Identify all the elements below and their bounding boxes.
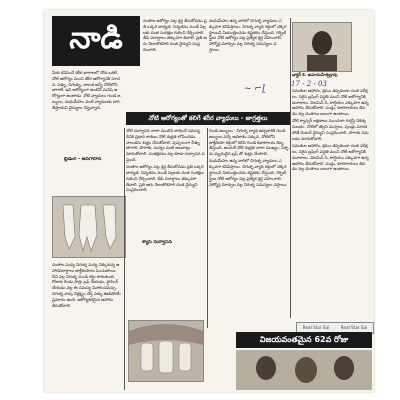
gum-teeth-icon bbox=[129, 321, 203, 381]
paragraph: సమతుల ఆహారం, క్రమం తప్పకుండా దంత పరీక్షలు, సరైన బ్రషింగ్ పద్ధతి మంచి నోటి ఆరోగ్యానికి మూలాలు. విటమిన్ సి, కాల్షియం ఎక్కువగా ఉన్న ఆహారం తీసుకోవాలి. పండ్లు, కూరగాయలు తినడం వల్ల దంతాలు బలంగా ఉంటాయి. bbox=[292, 88, 369, 117]
column-divider bbox=[124, 128, 125, 390]
subheading-left: బ్లీడింగ్ - అవగాహన bbox=[64, 157, 102, 162]
article-headline: నోటి ఆరోగ్యంతో కలిగే శరీర వ్యాధులు - జాగ్రత్తలు bbox=[126, 112, 290, 125]
text-column-left-lower bbox=[52, 262, 122, 390]
text-column-top-mid bbox=[143, 18, 207, 110]
text-column-mid-2 bbox=[209, 128, 289, 324]
ad-strip-label: Real Star Sai bbox=[302, 325, 330, 330]
paragraph: నోటి దుర్వాసన చాలా మందిని బాధించే సమస్య. దీనికి ప్రధాన కారణం నోటి శుభ్రత లోపించడం. నాలుకను శుభ్రం చేసుకోవాలి. పుష్కలంగా నీళ్ళు తాగాలి. పొగాకు, మద్యం వంటి అలవాట్లు మానుకోవాలి. దంతక్షయం వల్ల కూడా దుర్వాసన వస్తుంది. bbox=[126, 128, 205, 162]
text-column-right bbox=[292, 88, 370, 320]
handwritten-date: 17 - 2 - 03 bbox=[291, 80, 327, 88]
paragraph: మధుమేహం ఉన్న వారిలో చిగుళ్ళ వ్యాధులు ఎక్కువగా కనిపిస్తాయి. చిగుళ్ళ వ్యాధి రక్తంలో చక్కెర స్థాయిని నియంత్రించడం కష్టతరం చేస్తుంది. గర్భిణీ స్త్రీలు నోటి ఆరోగ్యం పట్ల ప్రత్యేక శ్రద్ధ వహించాలి. హార్మోన్ల మార్పుల వల్ల చిగుళ్ళ సమస్యలు వస్తాయి. bbox=[209, 18, 287, 52]
paragraph: మధుమేహం ఉన్న వారిలో చిగుళ్ళ వ్యాధులు ఎక్కువగా కనిపిస్తాయి. చిగుళ్ళ వ్యాధి రక్తంలో చక్కెర స్థాయిని నియంత్రించడం కష్టతరం చేస్తుంది. గర్భిణీ స్త్రీలు నోటి ఆరోగ్యం పట్ల ప్రత్యేక శ్రద్ధ వహించాలి. హార్మోన్ల మార్పుల వల్ల చిగుళ్ళ సమస్యలు వస్తాయి. bbox=[209, 158, 288, 187]
ad-image-icon bbox=[236, 350, 372, 390]
portrait-icon bbox=[293, 23, 351, 71]
ad-banner: విజయవంతమైన 62వ రోజు bbox=[236, 332, 372, 348]
text-column-top-right bbox=[209, 18, 287, 110]
paragraph: నోటి క్యాన్సర్ లక్షణాలు ముందుగా గుర్తిస్తే చికిత్స సులభం. నోటిలో తెల్లని మచ్చలు, పుండ్లు మానకపోతే వెంటనే వైద్యుని సంప్రదించాలి. పొగాకు నమలడం మానుకోవాలి. bbox=[292, 118, 369, 141]
author-byline: డాక్టర్ కె. ఉమామహేశ్వర్రావు bbox=[292, 72, 338, 77]
subheading-mid: శ్యాస దుర్వాసన bbox=[142, 240, 172, 245]
handwritten-signature: ~ ⌐ɭ bbox=[244, 84, 266, 94]
column-masthead bbox=[52, 16, 140, 66]
paragraph: దంతాల మధ్య చిగుళ్ళ మధ్య చిక్కుకున్న ఆహారపదార్థాలు బాక్టీరియాను పెంచుతాయి. దీని వల్ల చిగుళ్ళ నుండి రక్తం కారుతుంది. రోజుకు రెండు సార్లు బ్రష్ చేయడం, ఫ్లాసింగ్ చేయడం వల్ల ఈ సమస్య నివారించవచ్చు. చిగుళ్ళ వాపు నిర్లక్ష్యం చేస్తే పళ్ళు ఊడిపోయే ప్రమాదం ఉంది. ఆరోగ్యకరమైన ఆహారం తీసుకోవాలి. bbox=[52, 262, 121, 308]
author-photo bbox=[292, 22, 352, 72]
teeth-illustration bbox=[52, 196, 126, 258]
column-logo: నాడి bbox=[69, 21, 123, 56]
teeth-icon bbox=[53, 197, 125, 257]
paragraph: దంతాల ఆరోగ్యం పట్ల శ్రద్ధ తీసుకోవడం ప్రతి ఒక్కరి బాధ్యత. చిన్నతనం నుండే పిల్లలకు దంత సంరక్షణ గురించి నేర్పించాలి. తీపి పదార్థాలు తక్కువగా తినాలి. ప్రతి ఆరు నెలలకొకసారి దంత వైద్యుని సంప్రదించాలి. bbox=[143, 18, 207, 52]
ad-photo bbox=[236, 350, 372, 390]
ad-strip-label: Real Star Sai bbox=[340, 325, 368, 330]
paragraph: మీకు కనిపించే శరీర భాగాలలో నోరు ఒకటి. నోటి ఆరోగ్యం మంచి శరీర ఆరోగ్యానికి సూచన. పళ్ళు, చిగుళ్ళు, నాలుక అన్నీ నోటిలోని భాగాలే. ఇవి ఆరోగ్యంగా ఉంటేనే మనిషి ఆరోగ్యంగా ఉంటాడు. నోటి వ్యాధులు గుండె జబ్బులు, మధుమేహం వంటి వ్యాధులకు దారి తీస్తాయని వైద్యులు చెప్తున్నారు. bbox=[52, 70, 121, 110]
paragraph: గుండె జబ్బులు - చిగుళ్ళ వ్యాధి ఉన్నవారికి గుండె జబ్బులు వచ్చే అవకాశం ఎక్కువ. నోటిలోని బాక్టీరియా రక్తంలో కలిసి గుండె కవాటాలను దెబ్బతీస్తుంది. అందుకే నోటి శుభ్రత చాలా ముఖ్యం. పళ్ళను మృదువైన బ్రష్ తో శుభ్రం చేయాలి. bbox=[209, 128, 289, 157]
paragraph: దంతాల ఆరోగ్యం పట్ల శ్రద్ధ తీసుకోవడం ప్రతి ఒక్కరి బాధ్యత. చిన్నతనం నుండే పిల్లలకు దంత సంరక్షణ గురించి నేర్పించాలి. తీపి పదార్థాలు తక్కువగా తినాలి. ప్రతి ఆరు నెలలకొకసారి దంత వైద్యుని సంప్రదించాలి. bbox=[126, 164, 204, 193]
column-divider bbox=[207, 128, 208, 328]
text-column-left bbox=[52, 70, 122, 156]
gum-illustration bbox=[128, 320, 204, 382]
paragraph: సమతుల ఆహారం, క్రమం తప్పకుండా దంత పరీక్షలు, సరైన బ్రషింగ్ పద్ధతి మంచి నోటి ఆరోగ్యానికి మూలాలు. విటమిన్ సి, కాల్షియం ఎక్కువగా ఉన్న ఆహారం తీసుకోవాలి. పండ్లు, కూరగాయలు తినడం వల్ల దంతాలు బలంగా ఉంటాయి. bbox=[292, 143, 369, 172]
column-divider bbox=[290, 18, 291, 318]
